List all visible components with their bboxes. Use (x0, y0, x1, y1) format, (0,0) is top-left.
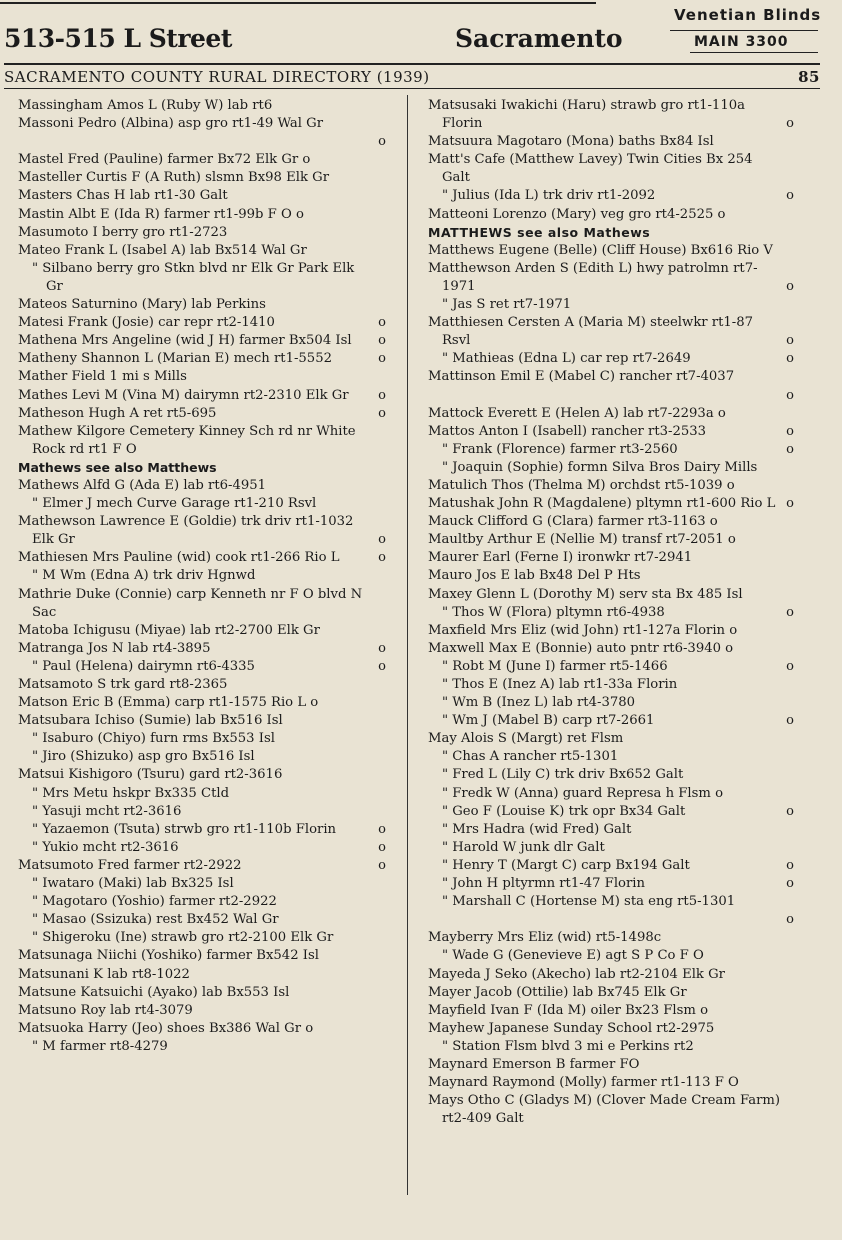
directory-entry (18, 947, 386, 965)
header-ad-title: Venetian Blinds (674, 6, 822, 24)
directory-entry (428, 350, 794, 368)
directory-entry (428, 893, 794, 929)
entry-text: " Elmer J mech Curve Garage rt1-210 Rsvl (32, 496, 317, 512)
directory-entry (428, 984, 794, 1002)
entry-text: " Chas A rancher rt5-1301 (442, 749, 619, 765)
entry-text: " Thos E (Inez A) lab rt1-33a Florin (442, 677, 678, 692)
directory-entry (18, 187, 386, 205)
entry-text: Mastel Fred (Pauline) farmer Bx72 Elk Gr o (18, 152, 311, 168)
entry-text: Mathew Kilgore Cemetery Kinney Sch rd nr White Rock rd rt1 F O (18, 423, 356, 457)
directory-entry (428, 640, 794, 658)
entry-text: Mateo Frank L (Isabel A) lab Bx514 Wal Gr (18, 242, 307, 258)
entry-text: Matthews Eugene (Belle) (Cliff House) Bx616 Rio V (428, 242, 773, 258)
owner-mark: o (786, 387, 794, 403)
directory-entry (428, 97, 794, 133)
entry-text: " Wm B (Inez L) lab rt4-3780 (442, 695, 636, 711)
directory-entry (18, 115, 386, 151)
directory-entry (18, 803, 386, 821)
directory-entry (428, 839, 794, 857)
directory-entry (428, 477, 794, 495)
directory-entry (428, 423, 794, 441)
directory-entry (18, 712, 386, 730)
entry-text: Maxfield Mrs Eliz (wid John) rt1-127a Florin o (428, 622, 738, 638)
entry-text: " Geo F (Louise K) trk opr Bx34 Galt (442, 803, 686, 819)
directory-entry (428, 567, 794, 585)
directory-entry (18, 622, 386, 640)
entry-text: " Julius (Ida L) trk driv rt1-2092 (442, 188, 656, 204)
owner-mark: o (378, 134, 386, 150)
directory-entry (428, 133, 794, 151)
entry-text: " Magotaro (Yoshio) farmer rt2-2922 (32, 894, 277, 910)
entry-text: Masters Chas H lab rt1-30 Galt (18, 188, 228, 204)
owner-mark: o (786, 658, 794, 674)
directory-title: SACRAMENTO COUNTY RURAL DIRECTORY (1939) (4, 68, 430, 86)
entry-text: Matheny Shannon L (Marian E) mech rt1-5552 (18, 351, 332, 367)
entry-text: Masteller Curtis F (A Ruth) slsmn Bx98 Elk Gr (18, 170, 330, 186)
directory-entry (428, 785, 794, 803)
directory-entry (428, 821, 794, 839)
owner-mark: o (378, 351, 386, 367)
owner-mark: o (786, 857, 794, 873)
entry-text: " Fredk W (Anna) guard Represa h Flsm o (442, 785, 724, 801)
cross-reference-heading (18, 459, 386, 477)
entry-text: " Mrs Hadra (wid Fred) Galt (442, 821, 632, 837)
entry-text: Mayfield Ivan F (Ida M) oiler Bx23 Flsm o (428, 1002, 709, 1018)
entry-text: Mayer Jacob (Ottilie) lab Bx745 Elk Gr (428, 984, 687, 1000)
left-column (18, 97, 386, 1056)
owner-mark: o (786, 188, 794, 204)
entry-text: " M farmer rt8-4279 (32, 1038, 168, 1054)
directory-entry (18, 495, 386, 513)
directory-entry (18, 549, 386, 567)
entry-text: " Paul (Helena) dairymn rt6-4335 (32, 658, 255, 674)
directory-entry (18, 405, 386, 423)
directory-entry (428, 151, 794, 187)
header-ad-rule (670, 30, 818, 31)
directory-entry (428, 459, 794, 477)
header-rule (4, 63, 820, 65)
owner-mark: o (786, 333, 794, 349)
owner-mark: o (786, 441, 794, 457)
directory-entry (18, 821, 386, 839)
subheader-rule (4, 88, 820, 89)
entry-text: " Frank (Florence) farmer rt3-2560 (442, 441, 678, 457)
entry-text: Mayberry Mrs Eliz (wid) rt5-1498c (428, 930, 662, 946)
directory-entry (18, 911, 386, 929)
directory-entry (428, 622, 794, 640)
directory-entry (18, 875, 386, 893)
owner-mark: o (378, 315, 386, 331)
directory-entry (428, 766, 794, 784)
directory-entry (428, 1056, 794, 1074)
right-column (428, 97, 794, 1128)
page-number: 85 (798, 68, 820, 86)
owner-mark: o (786, 423, 794, 439)
directory-entry (428, 441, 794, 459)
directory-entry (18, 640, 386, 658)
directory-entry (18, 387, 386, 405)
column-divider (407, 95, 408, 1195)
entry-text: Matteoni Lorenzo (Mary) veg gro rt4-2525 o (428, 206, 726, 222)
entry-text: Massingham Amos L (Ruby W) lab rt6 (18, 98, 273, 113)
owner-mark: o (786, 604, 794, 620)
entry-text: Mathiesen Mrs Pauline (wid) cook rt1-266 Rio L (18, 550, 340, 566)
entry-text: " Yazaemon (Tsuta) strwb gro rt1-110b Florin (32, 821, 337, 837)
directory-entry (428, 368, 794, 404)
owner-mark: o (378, 821, 386, 837)
directory-entry (428, 314, 794, 350)
owner-mark: o (786, 713, 794, 729)
entry-text: Maxwell Max E (Bonnie) auto pntr rt6-3940 o (428, 640, 734, 656)
entry-text: " Henry T (Margt C) carp Bx194 Galt (442, 857, 690, 873)
directory-entry (18, 1038, 386, 1056)
header-ad-rule-2 (690, 52, 818, 53)
directory-entry (18, 766, 386, 784)
directory-entry (428, 604, 794, 622)
entry-text: Matsamoto S trk gard rt8-2365 (18, 677, 228, 692)
owner-mark: o (378, 839, 386, 855)
directory-entry (18, 567, 386, 585)
entry-text: May Alois S (Margt) ret Flsm (428, 731, 624, 747)
owner-mark: o (786, 116, 794, 132)
directory-entry (18, 857, 386, 875)
entry-text: " Fred L (Lily C) trk driv Bx652 Galt (442, 767, 684, 783)
entry-text: Maynard Raymond (Molly) farmer rt1-113 F O (428, 1075, 739, 1091)
directory-entry (428, 242, 794, 260)
directory-entry (428, 947, 794, 965)
directory-entry (18, 785, 386, 803)
directory-entry (428, 1020, 794, 1038)
directory-entry (18, 586, 386, 622)
entry-text: Mathrie Duke (Connie) carp Kenneth nr F O blvd N Sac (18, 586, 363, 620)
entry-text: Matsunani K lab rt8-1022 (18, 966, 190, 982)
entry-text: Mathena Mrs Angeline (wid J H) farmer Bx504 Isl (18, 333, 352, 349)
entry-text: " Isaburo (Chiyo) furn rms Bx553 Isl (32, 731, 275, 747)
owner-mark: o (378, 658, 386, 674)
directory-entry (18, 730, 386, 748)
entry-text: Matsuoka Harry (Jeo) shoes Bx386 Wal Gr o (18, 1020, 314, 1036)
running-header (4, 68, 820, 86)
owner-mark: o (378, 532, 386, 548)
entry-text: " John H pltyrmn rt1-47 Florin (442, 876, 646, 892)
entry-text: Matson Eric B (Emma) carp rt1-1575 Rio L o (18, 695, 319, 711)
entry-text: Matushak John R (Magdalene) pltymn rt1-600 Rio L (428, 496, 776, 512)
entry-text: " Joaquin (Sophie) formn Silva Bros Dairy Mills (442, 459, 758, 475)
entry-text: " M Wm (Edna A) trk driv Hgnwd (32, 568, 256, 584)
directory-entry (18, 748, 386, 766)
entry-text: " Jiro (Shizuko) asp gro Bx516 Isl (32, 749, 255, 765)
directory-entry (18, 296, 386, 314)
entry-text: Matesi Frank (Josie) car repr rt2-1410 (18, 315, 275, 331)
directory-entry (18, 893, 386, 911)
directory-entry (428, 187, 794, 205)
directory-entry (18, 929, 386, 947)
entry-text: Mathews see also Matthews (18, 459, 217, 475)
directory-entry (428, 531, 794, 549)
directory-entry (18, 151, 386, 169)
entry-text: " Mrs Metu hskpr Bx335 Ctld (32, 785, 230, 801)
directory-entry (18, 1002, 386, 1020)
directory-entry (18, 513, 386, 549)
owner-mark: o (378, 387, 386, 403)
entry-text: Matranga Jos N lab rt4-3895 (18, 640, 211, 656)
entry-text: " Shigeroku (Ine) strawb gro rt2-2100 Elk Gr (32, 930, 334, 946)
entry-text: Mastin Albt E (Ida R) farmer rt1-99b F O o (18, 206, 304, 222)
directory-entry (18, 1020, 386, 1038)
entry-text: Matsuura Magotaro (Mona) baths Bx84 Isl (428, 134, 714, 150)
entry-text: Masumoto I berry gro rt1-2723 (18, 224, 228, 240)
owner-mark: o (786, 351, 794, 367)
entry-text: Maurer Earl (Ferne I) ironwkr rt7-2941 (428, 550, 693, 566)
entry-text: " Yukio mcht rt2-3616 (32, 839, 179, 855)
owner-mark: o (378, 550, 386, 566)
directory-entry (18, 260, 386, 296)
entry-text: " Wade G (Genevieve E) agt S P Co F O (442, 948, 704, 964)
directory-entry (18, 169, 386, 187)
directory-entry (428, 1038, 794, 1056)
entry-text: Matsune Katsuichi (Ayako) lab Bx553 Isl (18, 984, 290, 1000)
directory-entry (18, 676, 386, 694)
cross-reference-heading (428, 224, 794, 242)
directory-entry (18, 350, 386, 368)
directory-entry (428, 694, 794, 712)
entry-text: Matulich Thos (Thelma M) orchdst rt5-1039 o (428, 477, 735, 493)
directory-entry (18, 206, 386, 224)
entry-text: Mather Field 1 mi s Mills (18, 369, 187, 385)
entry-text: " Robt M (June I) farmer rt5-1466 (442, 658, 668, 674)
entry-text: Mauck Clifford G (Clara) farmer rt3-1163 o (428, 514, 718, 530)
directory-entry (18, 97, 386, 115)
entry-text: Mattinson Emil E (Mabel C) rancher rt7-4037 (428, 369, 735, 385)
entry-text: Mattos Anton I (Isabell) rancher rt3-2533 (428, 423, 707, 439)
top-rule (0, 2, 596, 4)
directory-entry (18, 368, 386, 386)
directory-entry (428, 586, 794, 604)
owner-mark: o (786, 803, 794, 819)
header-city: Sacramento (455, 24, 623, 53)
owner-mark: o (786, 912, 794, 928)
owner-mark: o (378, 405, 386, 421)
entry-text: Mathews Alfd G (Ada E) lab rt6-4951 (18, 477, 267, 493)
directory-entry (18, 966, 386, 984)
entry-text: " Harold W junk dlr Galt (442, 839, 605, 855)
entry-text: Matsubara Ichiso (Sumie) lab Bx516 Isl (18, 713, 283, 729)
entry-text: Matsuno Roy lab rt4-3079 (18, 1002, 193, 1018)
directory-entry (428, 966, 794, 984)
directory-entry (428, 857, 794, 875)
directory-entry (18, 242, 386, 260)
directory-entry (428, 1002, 794, 1020)
directory-entry (428, 875, 794, 893)
entry-text: Matsumoto Fred farmer rt2-2922 (18, 857, 242, 873)
directory-entry (428, 676, 794, 694)
directory-entry (18, 332, 386, 350)
entry-text: " Yasuji mcht rt2-3616 (32, 803, 182, 819)
directory-entry (428, 495, 794, 513)
entry-text: Mayeda J Seko (Akecho) lab rt2-2104 Elk Gr (428, 966, 725, 982)
entry-text: " Wm J (Mabel B) carp rt7-2661 (442, 713, 655, 729)
directory-entry (428, 658, 794, 676)
owner-mark: o (378, 640, 386, 656)
entry-text: Mathes Levi M (Vina M) dairymn rt2-2310 Elk Gr (18, 387, 349, 403)
entry-text: Matheson Hugh A ret rt5-695 (18, 405, 217, 421)
entry-text: Maultby Arthur E (Nellie M) transf rt7-2051 o (428, 532, 736, 548)
directory-entry (428, 1092, 794, 1128)
owner-mark: o (378, 857, 386, 873)
entry-text: Matthiesen Cersten A (Maria M) steelwkr rt1-87 Rsvl (428, 315, 754, 349)
owner-mark: o (786, 496, 794, 512)
directory-entry (428, 513, 794, 531)
directory-entry (18, 839, 386, 857)
entry-text: Matsui Kishigoro (Tsuru) gard rt2-3616 (18, 767, 283, 783)
directory-entry (428, 803, 794, 821)
entry-text: Maxey Glenn L (Dorothy M) serv sta Bx 485 Isl (428, 586, 743, 602)
owner-mark: o (786, 278, 794, 294)
directory-entry (18, 984, 386, 1002)
directory-entry (428, 748, 794, 766)
entry-text: Mayhew Japanese Sunday School rt2-2975 (428, 1020, 715, 1036)
entry-text: Matoba Ichigusu (Miyae) lab rt2-2700 Elk Gr (18, 622, 320, 638)
directory-entry (428, 929, 794, 947)
header-address: 513-515 L Street (4, 24, 232, 53)
entry-text: Mattock Everett E (Helen A) lab rt7-2293a o (428, 405, 726, 421)
owner-mark: o (786, 876, 794, 892)
entry-text: " Mathieas (Edna L) car rep rt7-2649 (442, 351, 691, 367)
entry-text: " Jas S ret rt7-1971 (442, 297, 572, 313)
directory-entry (18, 694, 386, 712)
entry-text: Matsusaki Iwakichi (Haru) strawb gro rt1-110a Florin (428, 98, 745, 132)
header-ad-phone: MAIN 3300 (694, 34, 789, 50)
directory-entry (18, 423, 386, 459)
directory-entry (18, 658, 386, 676)
entry-text: Matt's Cafe (Matthew Lavey) Twin Cities Bx 254 Galt (428, 152, 753, 186)
directory-entry (18, 224, 386, 242)
directory-entry (428, 260, 794, 296)
entry-text: Mays Otho C (Gladys M) (Clover Made Cream Farm) rt2-409 Galt (428, 1093, 781, 1127)
entry-text: Maynard Emerson B farmer FO (428, 1056, 640, 1072)
entry-text: MATTHEWS see also Mathews (428, 224, 651, 240)
owner-mark: o (378, 333, 386, 349)
directory-entry (428, 405, 794, 423)
entry-text: " Silbano berry gro Stkn blvd nr Elk Gr Park Elk Gr (32, 260, 355, 294)
entry-text: Matsunaga Niichi (Yoshiko) farmer Bx542 Isl (18, 948, 319, 964)
entry-text: Mateos Saturnino (Mary) lab Perkins (18, 297, 266, 313)
directory-entry (428, 712, 794, 730)
entry-text: " Station Flsm blvd 3 mi e Perkins rt2 (442, 1038, 694, 1054)
directory-entry (18, 314, 386, 332)
directory-entry (428, 549, 794, 567)
entry-text: " Marshall C (Hortense M) sta eng rt5-1301 (442, 894, 736, 910)
entry-text: Matthewson Arden S (Edith L) hwy patrolmn rt7-1971 (428, 260, 758, 294)
directory-entry (428, 1074, 794, 1092)
entry-text: " Masao (Ssizuka) rest Bx452 Wal Gr (32, 912, 279, 928)
directory-entry (428, 730, 794, 748)
entry-text: Mauro Jos E lab Bx48 Del P Hts (428, 568, 641, 584)
entry-text: " Iwataro (Maki) lab Bx325 Isl (32, 876, 234, 892)
directory-entry (428, 206, 794, 224)
directory-entry (18, 477, 386, 495)
entry-text: Mathewson Lawrence E (Goldie) trk driv rt1-1032 Elk Gr (18, 514, 354, 548)
entry-text: Massoni Pedro (Albina) asp gro rt1-49 Wal Gr (18, 116, 324, 132)
entry-text: " Thos W (Flora) pltymn rt6-4938 (442, 604, 665, 620)
directory-entry (428, 296, 794, 314)
